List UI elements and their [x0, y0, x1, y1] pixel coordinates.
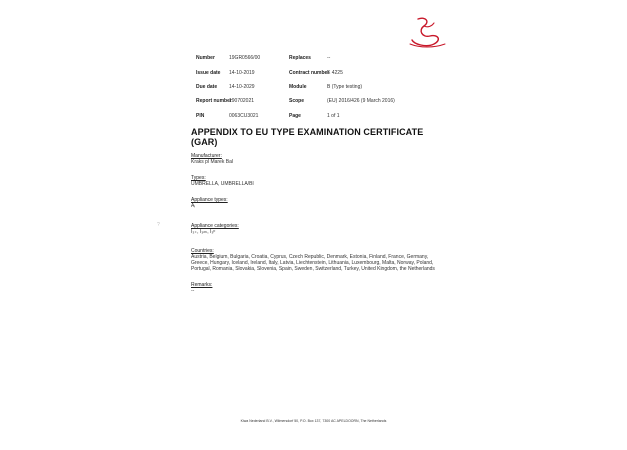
- manufacturer-section: [191, 153, 441, 165]
- details-row-number: [196, 55, 436, 63]
- issue-date-label: Issue date: [196, 70, 221, 76]
- scope-value: (EU) 2016/426 (9 March 2016): [327, 98, 395, 104]
- appliance-types-value: Aᵢ: [191, 203, 196, 209]
- details-row-due-date: [196, 84, 436, 92]
- report-number-value: 190702021: [229, 98, 255, 104]
- remarks-value: --: [191, 288, 195, 294]
- countries-line: Austria, Belgium, Bulgaria, Croatia, Cyprus, Czech Republic, Denmark, Estonia, Finland, France, Germany,: [191, 254, 429, 260]
- scope-label: Scope: [289, 98, 305, 104]
- appliance-categories-section: [191, 223, 441, 235]
- kiwa-logo-icon: [408, 14, 446, 50]
- details-row-pin: [196, 113, 436, 121]
- manufacturer-heading: Manufacturer:: [191, 153, 222, 159]
- due-date-value: 14-10-2029: [229, 84, 255, 90]
- pin-label: PIN: [196, 113, 205, 119]
- appliance-categories-heading: Appliance categories:: [191, 223, 239, 229]
- details-row-report-number: [196, 98, 436, 106]
- contract-number-value: E 4225: [327, 70, 343, 76]
- page-label: Page: [289, 113, 301, 119]
- number-label: Number: [196, 55, 215, 61]
- countries-heading: Countries:: [191, 248, 214, 254]
- types-section: [191, 175, 441, 187]
- pin-value: 0063CU3021: [229, 113, 259, 119]
- details-row-issue-date: [196, 70, 436, 78]
- module-value: B (Type testing): [327, 84, 363, 90]
- countries-line: Portugal, Romania, Slovakia, Slovenia, Spain, Sweden, Switzerland, Turkey, United Kingdom, the Netherlands: [191, 266, 435, 272]
- types-value: UMBRELLA, UMBRELLA/BI: [191, 181, 254, 187]
- document-title: APPENDIX TO EU TYPE EXAMINATION CERTIFICATE (GAR): [191, 127, 424, 147]
- number-value: 19GR0566/00: [229, 55, 261, 61]
- types-heading: Types:: [191, 175, 206, 181]
- countries-section: [191, 248, 441, 272]
- due-date-label: Due date: [196, 84, 218, 90]
- module-label: Module: [289, 84, 307, 90]
- replaces-label: Replaces: [289, 55, 311, 61]
- margin-mark: ?: [157, 222, 160, 228]
- countries-line: Greece, Hungary, Iceland, Ireland, Italy, Latvia, Liechtenstein, Lithuania, Luxembourg, Malta, Norway, Poland,: [191, 260, 434, 266]
- remarks-heading: Remarks:: [191, 282, 213, 288]
- remarks-section: [191, 282, 441, 294]
- manufacturer-value: Kraks pl Marek Bal: [191, 159, 233, 165]
- footer-address: Kiwa Nederland B.V., Wilmersdorf 50, P.O. Box 137, 7300 AC APELDOORN, The Netherlands: [240, 419, 387, 423]
- appliance-types-heading: Appliance types:: [191, 197, 228, 203]
- appliance-categories-value: I₃₊, I₃ₘₗ, I₃ᵖ: [191, 229, 216, 235]
- report-number-label: Report number: [196, 98, 232, 104]
- page-value: 1 of 1: [327, 113, 340, 119]
- issue-date-value: 14-10-2019: [229, 70, 255, 76]
- contract-number-label: Contract number: [289, 70, 330, 76]
- replaces-value: --: [327, 55, 331, 61]
- appliance-types-section: [191, 197, 441, 209]
